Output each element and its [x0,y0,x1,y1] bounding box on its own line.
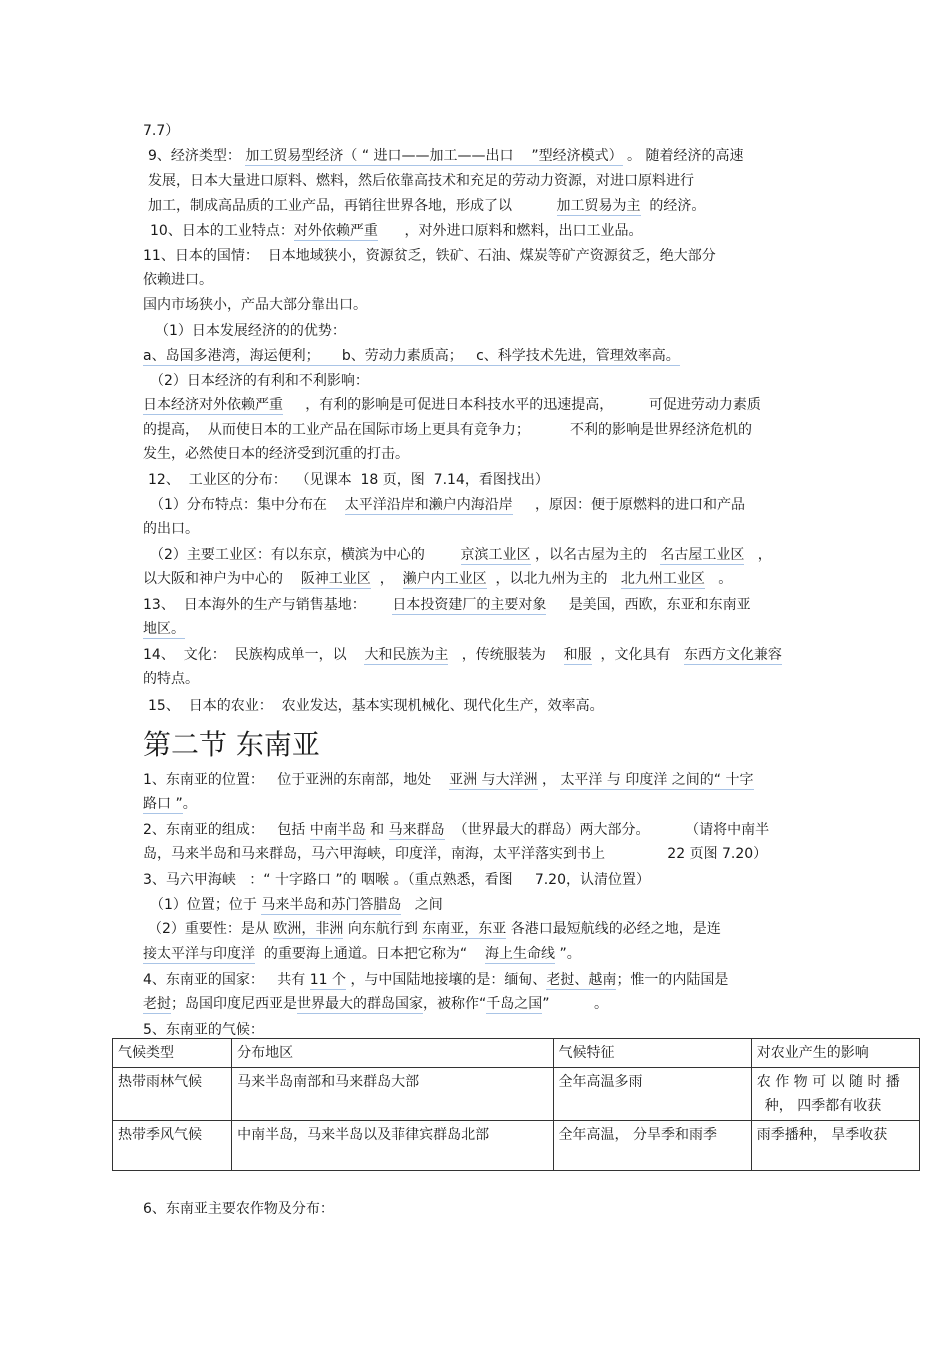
table-header-row [113,1039,920,1068]
text-line: 加工，制成高品质的工业产品，再销往世界各地，形成了以 加工贸易为主 的经济。 [148,198,706,214]
table-cell: 马来半岛南部和马来群岛大部 [232,1068,553,1121]
table-cell: 雨季播种， 旱季收获 [751,1121,919,1171]
text-line: （2）重要性：是从 欧洲，非洲 向东航行到 东南亚，东亚 各港口最短航线的必经之地，是连 [148,921,721,937]
text-line: 12、 工业区的分布： （见课本 18 页，图 7.14，看图找出） [148,472,549,488]
text-line: （2）主要工业区：有以东京，横滨为中心的 京滨工业区 ，以名古屋为主的 名古屋工业区 ， [150,547,772,563]
section-heading: 第二节 东南亚 [143,728,320,761]
table-header: 对农业产生的影响 [751,1039,919,1068]
text-line: 老挝；岛国印度尼西亚是世界最大的群岛国家，被称作“千岛之国” 。 [143,996,609,1012]
text-line: 发生，必然使日本的经济受到沉重的打击。 [143,446,409,462]
text-line: （1）位置；位于 马来半岛和苏门答腊岛 之间 [150,897,443,913]
text-line: 3、马六甲海峡 ：“ 十字路口 ”的 咽喉 。（重点熟悉，看图 7.20，认清位置） [143,872,650,888]
text-line: 的特点。 [143,671,199,687]
table-cell: 热带雨林气候 [113,1068,232,1121]
table-header: 气候类型 [113,1039,232,1068]
table-cell: 全年高温多雨 [553,1068,751,1121]
text-line: 9、经济类型： 加工贸易型经济（ “ 进口——加工——出口 ”型经济模式） 。 随着经济的高速 [148,148,744,164]
table-cell: 中南半岛，马来半岛以及菲律宾群岛北部 [232,1121,553,1171]
text-line: 1、东南亚的位置： 位于亚洲的东南部，地处 亚洲 与大洋洲 ， 太平洋 与 印度洋 之间的“ 十字 [143,772,754,788]
text-line: 6、东南亚主要农作物及分布： [143,1201,334,1217]
text-line: 依赖进口。 [143,272,213,288]
table-header: 分布地区 [232,1039,553,1068]
text-line: 10、日本的工业特点：对外依赖严重 ，对外进口原料和燃料，出口工业品。 [150,223,643,239]
text-line: 13、 日本海外的生产与销售基地： 日本投资建厂的主要对象 是美国，西欧，东亚和东南亚 [143,597,751,613]
text-line: 发展，日本大量进口原料、燃料，然后依靠高技术和充足的劳动力资源，对进口原料进行 [148,173,694,189]
table-cell: 农 作 物 可 以 随 时 播 种， 四季都有收获 [751,1068,919,1121]
text-line: a、岛国多港湾，海运便利； b、劳动力素质高； c、科学技术先进，管理效率高。 [143,348,680,364]
text-line: 路口 ”。 [143,796,197,812]
text-line: 2、东南亚的组成： 包括 中南半岛 和 马来群岛 （世界最大的群岛）两大部分。 （请将中南半 [143,822,770,838]
text-line: 4、东南亚的国家： 共有 11 个 ，与中国陆地接壤的是：缅甸、老挝、越南；惟一的内陆国是 [143,972,729,988]
text-line: 5、东南亚的气候： [143,1022,264,1038]
text-line: 国内市场狭小，产品大部分靠出口。 [143,297,367,313]
text-line: 的提高， 从而使日本的工业产品在国际市场上更具有竞争力； 不利的影响是世界经济危机的 [143,422,752,438]
text-line: 以大阪和神户为中心的 阪神工业区 ， 濑户内工业区 ，以北九州为主的 北九州工业区 。 [143,571,733,587]
table-row [113,1068,920,1121]
text-line: 11、日本的国情： 日本地域狭小，资源贫乏，铁矿、石油、煤炭等矿产资源贫乏，绝大部分 [143,248,716,264]
text-line: 日本经济对外依赖严重 ，有利的影响是可促进日本科技水平的迅速提高， 可促进劳动力素质 [143,397,761,413]
text-line: 接太平洋与印度洋 的重要海上通道。日本把它称为“ 海上生命线 ”。 [143,946,581,962]
text-line: （1）分布特点：集中分布在 太平洋沿岸和濑户内海沿岸 ，原因：便于原燃料的进口和产品 [150,497,745,513]
table-cell: 热带季风气候 [113,1121,232,1171]
text-line: 的出口。 [143,521,199,537]
table-header: 气候特征 [553,1039,751,1068]
text-line: 地区。 [143,621,185,637]
text-line: 岛，马来半岛和马来群岛，马六甲海峡，印度洋，南海，太平洋落实到书上 22 页图 7.20） [143,846,768,862]
text-line: （1）日本发展经济的的优势： [155,323,346,339]
text-line: （2）日本经济的有利和不利影响： [150,373,369,389]
text-line: 14、 文化： 民族构成单一，以 大和民族为主 ，传统服装为 和服 ，文化具有 东西方文化兼容 [143,647,782,663]
climate-table [112,1038,920,1171]
text-line: 7.7） [143,123,180,139]
table-row [113,1121,920,1171]
text-line: 15、 日本的农业： 农业发达，基本实现机械化、现代化生产，效率高。 [148,698,604,714]
table-cell: 全年高温， 分旱季和雨季 [553,1121,751,1171]
